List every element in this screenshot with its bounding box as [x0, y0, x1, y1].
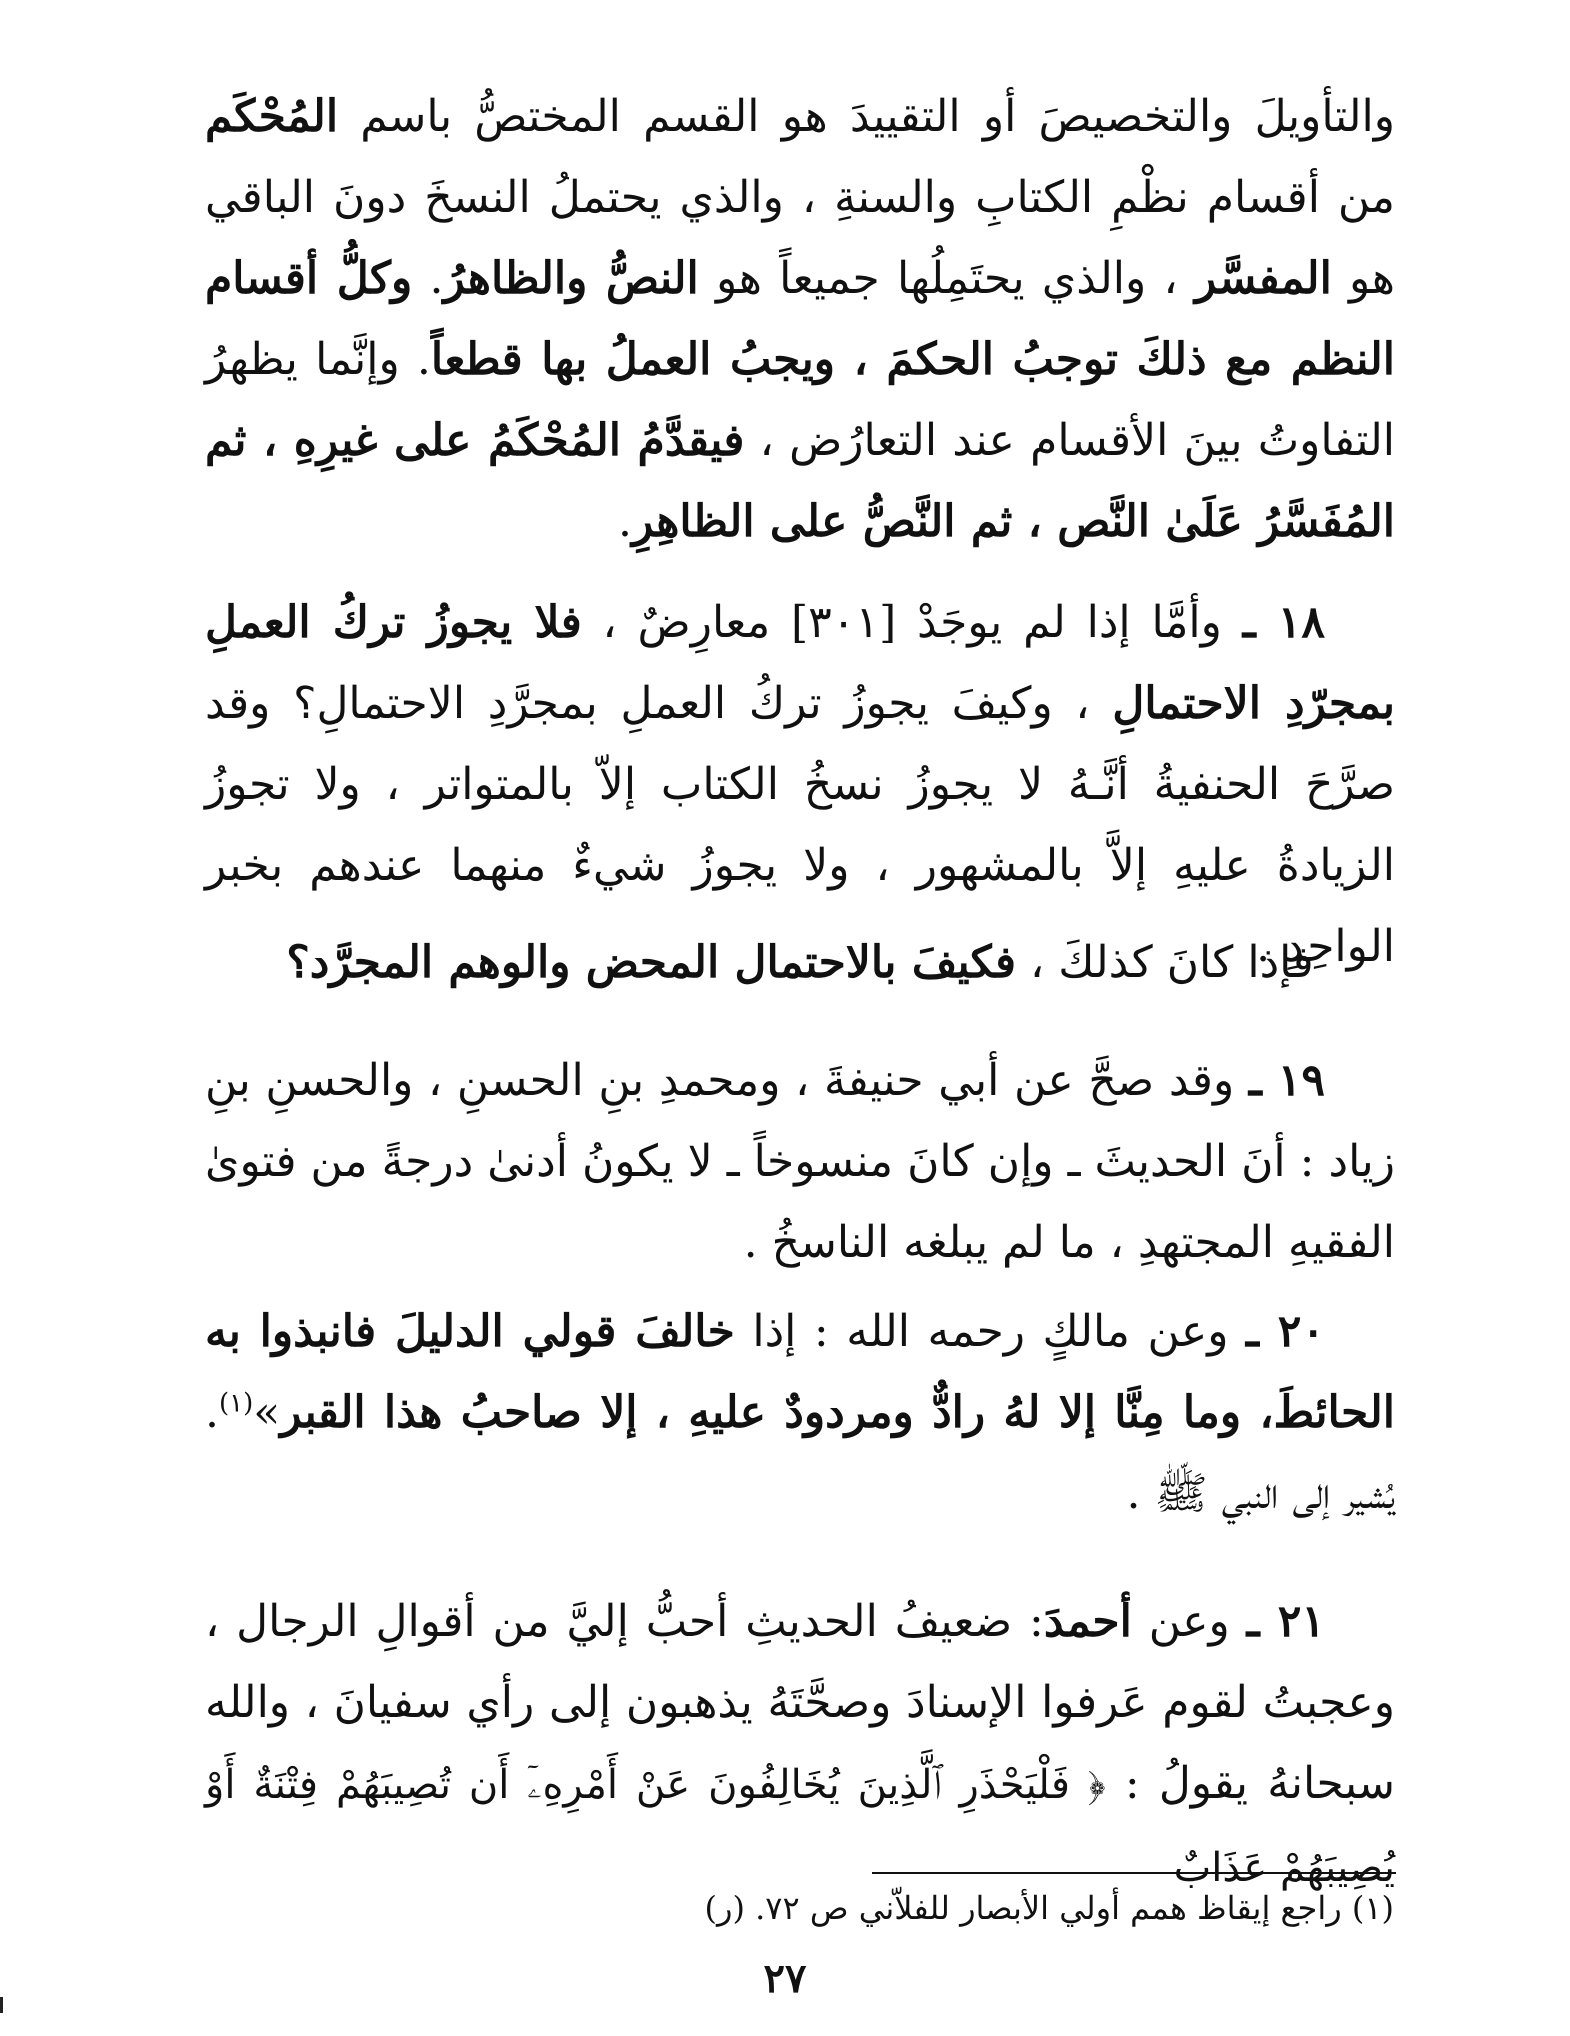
paragraph-number: ١٩ ـ — [1248, 1055, 1325, 1106]
footnote-separator — [872, 1872, 1396, 1874]
footnote-reference[interactable]: (١) — [219, 1388, 254, 1419]
quran-verse: ﴿ فَلْيَحْذَرِ ٱلَّذِينَ يُخَالِفُونَ عَنْ أَمْرِهِۦٓ أَن تُصِيبَهُمْ فِتْنَةٌ أَوْ يُصِيبَهُمْ عَذَابٌ — [205, 1762, 1395, 1891]
text-run: وقد صحَّ عن أبي حنيفةَ ، ومحمدِ بنِ الحسنِ ، والحسنِ بنِ زياد : أنَ الحديثَ ـ وإن كانَ منسوخاً ـ لا يكونُ أدنىٰ درجةً من فتوىٰ الفقيهِ المجتهدِ ، ما لم يبلغه الناسخُ . — [205, 1055, 1395, 1268]
paragraph-21 — [205, 1581, 1395, 1909]
text-run: ، والذي يحتَمِلُها جميعاً هو — [698, 253, 1195, 304]
paragraph-number: ٢١ ـ — [1246, 1596, 1325, 1647]
bold-sentence: وكلُّ أقسام النظم مع ذلكَ توجبُ الحكمَ ، ويجبُ العملُ بها قطعاً — [205, 253, 1395, 385]
paragraph-intro-text — [205, 76, 1395, 562]
centered-line — [205, 922, 1395, 1003]
paragraph-number: ١٨ ـ — [1242, 597, 1325, 648]
text-run: . — [412, 253, 444, 304]
text-run: . يُشير إلى النبي ﷺ . — [205, 1387, 1395, 1519]
text-run: وأمَّا إذا لم يوجَدْ [٣٠١] معارِضٌ ، — [581, 597, 1243, 648]
page-number: ٢٧ — [763, 1955, 807, 2002]
bold-term-mufassar: المفسَّر — [1194, 253, 1332, 304]
text-run: ، وكيفَ يجوزُ تركُ العملِ بمجرَّدِ الاحتمالِ؟ وقد صرَّحَ الحنفيةُ أنَّـهُ لا يجوزُ نسخُ الكتاب إلاّ بالمتواتر ، ولا تجوزُ الزيادةُ عليهِ إلاَّ بالمشهور ، ولا يجوزُ شيءٌ منهما عندهم بخبر الواحِدِ . — [205, 678, 1395, 972]
paragraph-number: ٢٠ ـ — [1246, 1306, 1325, 1357]
bold-sentence: فكيفَ بالاحتمال المحض والوهم المجرَّد؟ — [286, 937, 1017, 988]
paragraph-20 — [205, 1291, 1395, 1534]
paragraph-19 — [205, 1040, 1395, 1283]
text-run: فإذا كانَ كذلكَ ، — [1016, 937, 1314, 988]
bold-sentence: فيقدَّمُ المُحْكَمُ على غيرِهِ ، ثم المُفَسَّرُ عَلَىٰ النَّص ، ثم النَّصُّ على الظاهِرِ — [205, 415, 1395, 547]
text-run: . — [617, 496, 632, 547]
bold-sentence: فلا يجوزُ تركُ العملِ بمجرّدِ الاحتمالِ — [205, 597, 1395, 729]
paragraph-intro — [205, 76, 1395, 562]
scan-edge-mark — [0, 1997, 3, 2013]
footnote-number: (١) — [1351, 1889, 1394, 1927]
footnote-text: راجع إيقاظ همم أولي الأبصار للفلاّني ص ٧٢. (ر) — [704, 1889, 1342, 1927]
centered-line-text — [205, 922, 1395, 1003]
bold-name-ahmad: أحمدَ — [1043, 1596, 1132, 1647]
paragraph-21-text — [205, 1581, 1395, 1909]
text-run: . وإنَّما يظهرُ التفاوتُ بينَ الأقسام عند التعارُض ، — [205, 334, 1395, 466]
bold-quote: خالفَ قولي الدليلَ فانبذوا به الحائطَ، وما مِنَّا إلا لهُ رادٌّ ومردودٌ عليهِ ، إلا صاحبُ هذا القبر — [205, 1306, 1395, 1438]
text-run: والتأويلَ والتخصيصَ أو التقييدَ هو القسم المختصُّ باسم — [338, 91, 1395, 142]
paragraph-20-text — [205, 1291, 1395, 1534]
bold-term-nass-zahir: النصُّ والظاهرُ — [443, 253, 699, 304]
text-run: وعن — [1131, 1596, 1247, 1647]
text-run: وعن مالكٍ رحمه الله : إذا — [734, 1306, 1246, 1357]
text-run: من أقسام نظْمِ الكتابِ والسنةِ ، والذي يحتملُ النسخَ دونَ الباقي هو — [205, 172, 1395, 304]
bold-term-muhkam: المُحْكَم — [205, 91, 339, 142]
footnote — [560, 1878, 1394, 1938]
paragraph-19-text — [205, 1040, 1395, 1283]
quote-mark: » — [253, 1387, 281, 1438]
text-run: : ضعيفُ الحديثِ أحبُّ إليَّ من أقوالِ الرجال ، وعجبتُ لقوم عَرفوا الإسنادَ وصحَّتَهُ يذهبون إلى رأي سفيانَ ، والله سبحانهُ يقولُ : — [205, 1596, 1396, 1809]
